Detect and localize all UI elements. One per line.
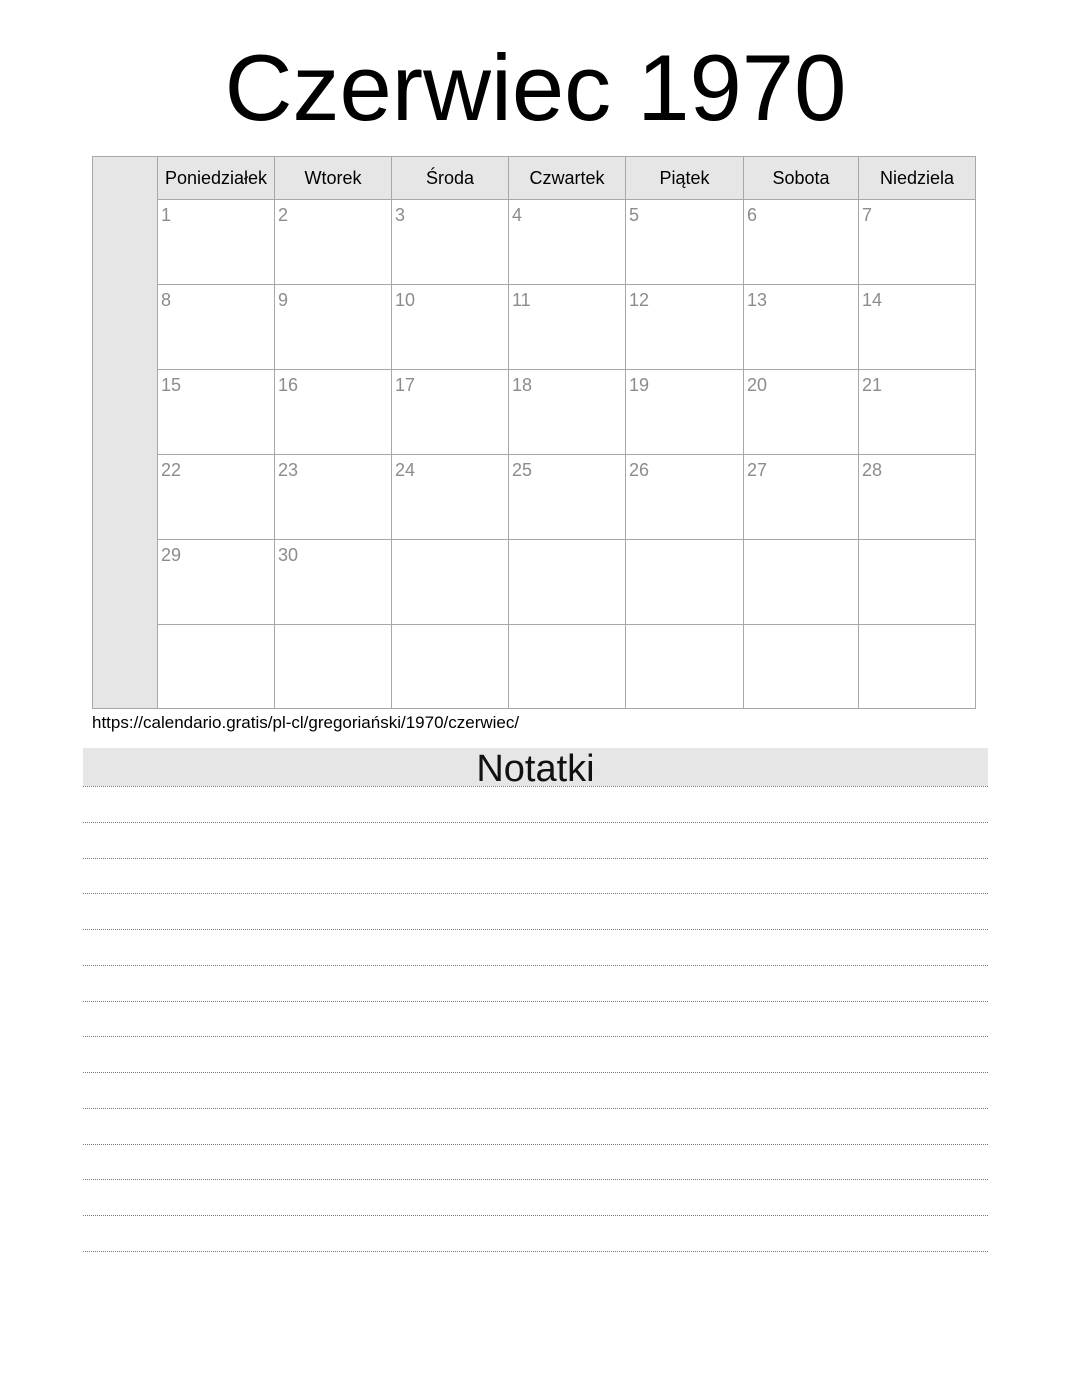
- day-cell: [626, 455, 744, 539]
- notes-line: [83, 1144, 988, 1145]
- day-cell: [275, 540, 392, 624]
- day-cell: [392, 455, 509, 539]
- source-url-link[interactable]: https://calendario.gratis/pl-cl/gregoriański/1970/czerwiec/: [92, 713, 520, 732]
- day-cell: [509, 200, 626, 284]
- day-number: 22: [161, 460, 182, 480]
- day-cell: [859, 370, 975, 454]
- day-number: 26: [629, 460, 650, 480]
- day-cell: [509, 540, 626, 624]
- notes-line: [83, 786, 988, 787]
- day-cell: [275, 625, 392, 709]
- day-cell: [392, 540, 509, 624]
- day-cell: [626, 285, 744, 369]
- day-number: 27: [747, 460, 768, 480]
- day-number: 2: [278, 205, 289, 225]
- day-cell: [626, 540, 744, 624]
- day-number: 18: [512, 375, 533, 395]
- day-cell: [859, 285, 975, 369]
- weekday-header-wednesday: Środa: [392, 157, 509, 199]
- day-cell: [275, 200, 392, 284]
- weekday-header-sunday: Niedziela: [879, 168, 955, 188]
- day-cell: [275, 455, 392, 539]
- day-number: 19: [629, 375, 650, 395]
- notes-title: Notatki: [83, 748, 988, 786]
- day-number: 24: [395, 460, 416, 480]
- weekday-header-thursday: Czwartek: [509, 157, 626, 199]
- day-cell: [392, 285, 509, 369]
- notes-line: [83, 1179, 988, 1180]
- day-cell: [275, 285, 392, 369]
- weekday-header-monday: Poniedziałek: [158, 157, 275, 199]
- day-number: 21: [862, 375, 883, 395]
- day-cell: [859, 455, 975, 539]
- notes-line: [83, 822, 988, 823]
- notes-line: [83, 858, 988, 859]
- day-number: 8: [161, 290, 172, 310]
- day-cell: [275, 370, 392, 454]
- day-cell: [509, 455, 626, 539]
- weekday-header-friday: Piątek: [626, 157, 744, 199]
- calendar-weeks: [158, 200, 975, 710]
- day-cell: [626, 370, 744, 454]
- day-number: 3: [395, 205, 406, 225]
- weekday-header-tuesday: Wtorek: [275, 157, 392, 199]
- day-cell: [859, 200, 975, 284]
- notes-line: [83, 965, 988, 966]
- day-cell: [744, 285, 859, 369]
- day-number: 9: [278, 290, 289, 310]
- day-number: 7: [862, 205, 873, 225]
- day-cell: [158, 200, 275, 284]
- day-cell: [744, 200, 859, 284]
- day-cell: [744, 370, 859, 454]
- notes-line: [83, 893, 988, 894]
- day-cell: [158, 285, 275, 369]
- day-number: 6: [747, 205, 758, 225]
- week-number-column: [93, 157, 158, 708]
- notes-line: [83, 1072, 988, 1073]
- week-row: [158, 625, 975, 710]
- notes-line: [83, 1251, 988, 1252]
- day-number: 13: [747, 290, 768, 310]
- day-number: 28: [862, 460, 883, 480]
- day-number: 29: [161, 545, 182, 565]
- notes-line: [83, 1215, 988, 1216]
- day-cell: [158, 455, 275, 539]
- notes-line: [83, 1001, 988, 1002]
- day-number: 16: [278, 375, 299, 395]
- weekday-header-saturday: Sobota: [744, 157, 859, 199]
- week-row: [158, 285, 975, 370]
- day-number: 4: [512, 205, 523, 225]
- notes-line: [83, 1108, 988, 1109]
- day-cell: [509, 370, 626, 454]
- month-calendar-grid: [92, 156, 976, 709]
- day-cell: [392, 200, 509, 284]
- day-number: 1: [161, 205, 172, 225]
- day-cell: [859, 540, 975, 624]
- day-number: 25: [512, 460, 533, 480]
- day-cell: [392, 625, 509, 709]
- day-number: 14: [862, 290, 883, 310]
- day-number: 20: [747, 375, 768, 395]
- day-cell: [509, 625, 626, 709]
- day-cell: [158, 625, 275, 709]
- notes-line: [83, 929, 988, 930]
- day-number: 5: [629, 205, 640, 225]
- day-cell: [158, 370, 275, 454]
- day-number: 23: [278, 460, 299, 480]
- day-cell: [626, 200, 744, 284]
- week-row: [158, 200, 975, 285]
- day-cell: [744, 455, 859, 539]
- notes-line: [83, 1036, 988, 1037]
- week-row: [158, 540, 975, 625]
- day-number: 11: [512, 290, 531, 310]
- day-number: 12: [629, 290, 650, 310]
- day-cell: [859, 625, 975, 709]
- day-cell: [392, 370, 509, 454]
- week-row: [158, 370, 975, 455]
- day-number: 15: [161, 375, 182, 395]
- week-row: [158, 455, 975, 540]
- day-number: 17: [395, 375, 416, 395]
- day-number: 30: [278, 545, 299, 565]
- day-cell: [158, 540, 275, 624]
- page-title: Czerwiec 1970: [224, 35, 847, 140]
- day-cell: [744, 540, 859, 624]
- weekday-header-row: [158, 157, 975, 200]
- day-number: 10: [395, 290, 416, 310]
- day-cell: [626, 625, 744, 709]
- day-cell: [744, 625, 859, 709]
- day-cell: [509, 285, 626, 369]
